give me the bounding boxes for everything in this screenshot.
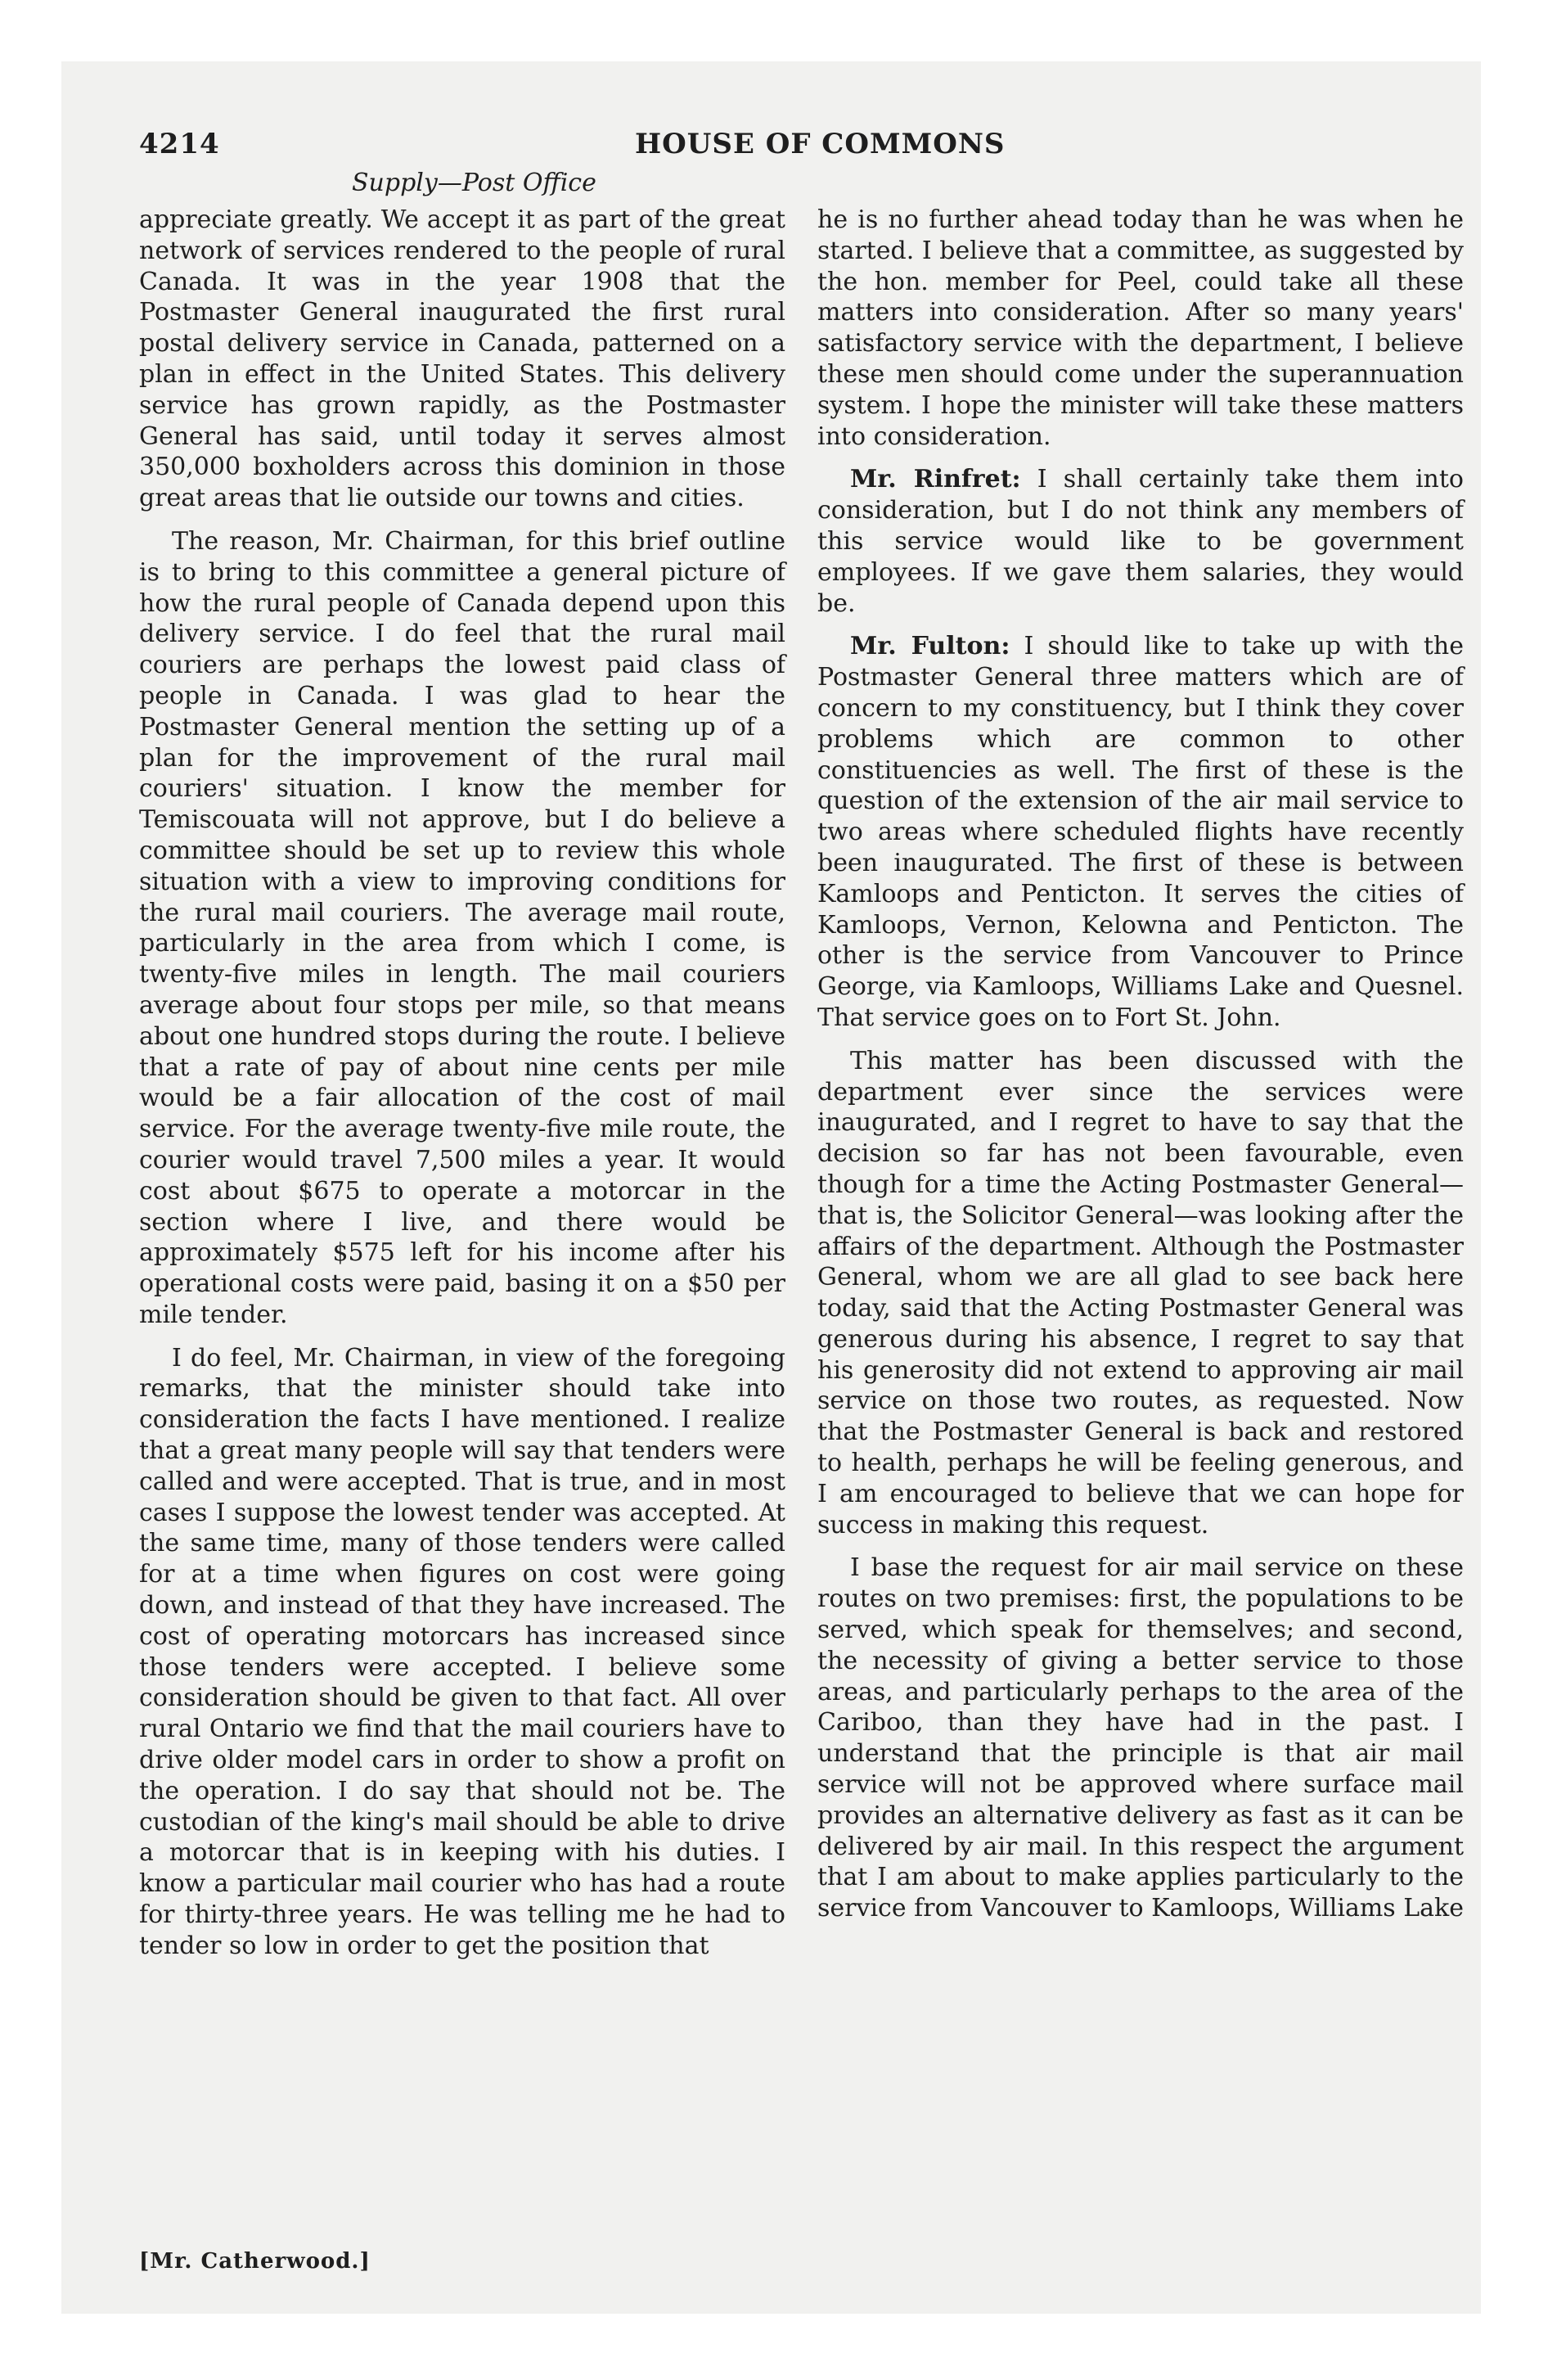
page-header-title: HOUSE OF COMMONS <box>635 128 1006 160</box>
speech-paragraph <box>817 631 1464 1033</box>
paragraph: I base the request for air mail service on these routes on two premises: first, the populations to be served, which speak for themselves; and second, the necessity of giving a better service to those areas, and particularly perhaps to the area of the Cariboo, than they have had in the past. I understand that the principle is that air mail service will not be approved where surface mail provides an alternative delivery as fast as it can be delivered by air mail. In this respect the argument that I am about to make applies particularly to the service from Vancouver to Kamloops, Williams Lake <box>817 1553 1464 1923</box>
paragraph: The reason, Mr. Chairman, for this brief outline is to bring to this committee a general picture of how the rural people of Canada depend upon this delivery service. I do feel that the rural mail couriers are perhaps the lowest paid class of people in Canada. I was glad to hear the Postmaster General mention the setting up of a plan for the improvement of the rural mail couriers' situation. I know the member for Temiscouata will not approve, but I do believe a committee should be set up to review this whole situation with a view to improving conditions for the rural mail couriers. The average mail route, particularly in the area from which I come, is twenty-five miles in length. The mail couriers average about four stops per mile, so that means about one hundred stops during the route. I believe that a rate of pay of about nine cents per mile would be a fair allocation of the cost of mail service. For the average twenty-five mile route, the courier would travel 7,500 miles a year. It would cost about $675 to operate a motorcar in the section where I live, and there would be approximately $575 left for his income after his operational costs were paid, basing it on a $50 per mile tender. <box>139 526 785 1329</box>
speech-text: I should like to take up with the Postmaster General three matters which are of concern to my constituency, but I think they cover problems which are common to other constituencies as well. The first of these is the question of the extension of the air mail service to two areas where scheduled flights have recently been inaugurated. The first of these is between Kamloops and Penticton. It serves the cities of Kamloops, Vernon, Kelowna and Penticton. The other is the service from Vancouver to Prince George, via Kamloops, Williams Lake and Quesnel. That service goes on to Fort St. John. <box>817 632 1464 1032</box>
speech-paragraph <box>817 464 1464 619</box>
paragraph: I do feel, Mr. Chairman, in view of the foregoing remarks, that the minister should take into consideration the facts I have mentioned. I realize that a great many people will say that tenders were called and were accepted. That is true, and in most cases I suppose the lowest tender was accepted. At the same time, many of those tenders were called for at a time when figures on cost were going down, and instead of that they have increased. The cost of operating motorcars has increased since those tenders were accepted. I believe some consideration should be given to that fact. All over rural Ontario we find that the mail couriers have to drive older model cars in order to show a profit on the operation. I do say that should not be. The custodian of the king's mail should be able to drive a motorcar that is in keeping with his duties. I know a particular mail courier who has had a route for thirty-three years. He was telling me he had to tender so low in order to get the position that <box>139 1343 785 1960</box>
right-column <box>817 205 1464 1936</box>
paragraph: This matter has been discussed with the department ever since the services were inaugurated, and I regret to have to say that the decision so far has not been favourable, even though for a time the Acting Postmaster General—that is, the Solicitor General—was looking after the affairs of the department. Although the Postmaster General, whom we are all glad to see back here today, said that the Acting Postmaster General was generous during his absence, I regret to say that his generosity did not extend to approving air mail service on those two routes, as requested. Now that the Postmaster General is back and restored to health, perhaps he will be feeling generous, and I am encouraged to believe that we can hope for success in making this request. <box>817 1046 1464 1539</box>
speaker-name: Mr. Fulton: <box>850 632 1010 661</box>
speech-text: I shall certainly take them into consideration, but I do not think any members of this service would like to be government employees. If we gave them salaries, they would be. <box>817 465 1464 618</box>
paragraph: he is no further ahead today than he was when he started. I believe that a committee, as suggested by the hon. member for Peel, could take all these matters into consideration. After so many years' satisfactory service with the department, I believe these men should come under the superannuation system. I hope the minister will take these matters into consideration. <box>817 205 1464 451</box>
paragraph: appreciate greatly. We accept it as part of the great network of services rendered to the people of rural Canada. It was in the year 1908 that the Postmaster General inaugurated the first rural postal delivery service in Canada, patterned on a plan in effect in the United States. This delivery service has grown rapidly, as the Postmaster General has said, until today it serves almost 350,000 boxholders across this dominion in those great areas that lie outside our towns and cities. <box>139 205 785 513</box>
section-title: Supply—Post Office <box>352 169 596 197</box>
left-column <box>139 205 785 1974</box>
page-number: 4214 <box>139 128 220 160</box>
speaker-name: Mr. Rinfret: <box>850 465 1021 494</box>
footer-speaker-reference: [Mr. Catherwood.] <box>139 2249 371 2274</box>
